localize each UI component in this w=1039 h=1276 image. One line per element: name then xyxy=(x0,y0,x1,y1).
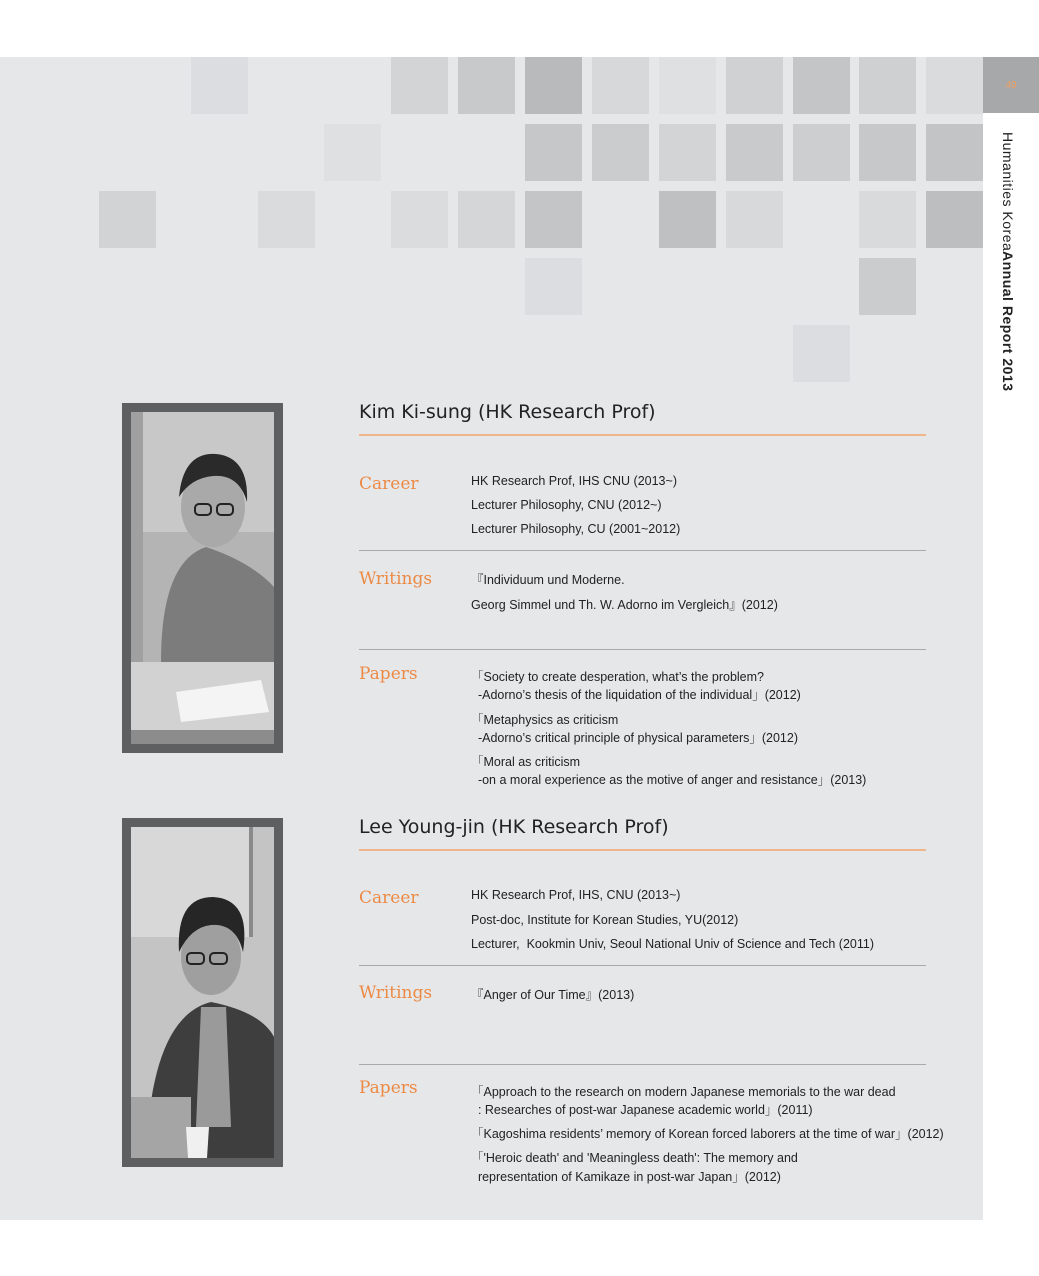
writings-label: Writings xyxy=(359,983,433,1003)
profile-photo-lee xyxy=(131,827,274,1158)
running-title-light: Humanities Korea xyxy=(1000,132,1016,252)
profile-name: Lee Young-jin (HK Research Prof) xyxy=(359,816,669,838)
career-item: Lecturer Philosophy, CU (2001~2012) xyxy=(471,522,681,536)
page-number-tab xyxy=(983,57,1039,113)
name-divider xyxy=(359,434,926,436)
paper-item: -on a moral experience as the motive of anger and resistance」(2013) xyxy=(471,773,867,787)
page-number: 49 xyxy=(1005,79,1017,91)
career-item: Lecturer Philosophy, CNU (2012~) xyxy=(471,498,662,512)
paper-item: : Researches of post-war Japanese academic world」(2011) xyxy=(471,1103,813,1117)
paper-item: 「Moral as criticism xyxy=(471,755,581,769)
career-item: Lecturer, Kookmin Univ, Seoul National Univ of Science and Tech (2011) xyxy=(471,937,874,951)
papers-label: Papers xyxy=(359,1078,418,1098)
paper-item: 「Society to create desperation, what’s the problem? xyxy=(471,670,764,684)
profile-name: Kim Ki-sung (HK Research Prof) xyxy=(359,401,656,423)
career-item: Post-doc, Institute for Korean Studies, YU(2012) xyxy=(471,913,739,927)
writing-item: 『Individuum und Moderne. xyxy=(471,573,625,587)
writing-item: 『Anger of Our Time』(2013) xyxy=(471,988,635,1002)
career-item: HK Research Prof, IHS, CNU (2013~) xyxy=(471,888,681,902)
writings-label: Writings xyxy=(359,569,433,589)
career-label: Career xyxy=(359,474,419,494)
career-label: Career xyxy=(359,888,419,908)
profile-photo-frame xyxy=(122,403,283,753)
paper-item: -Adorno’s thesis of the liquidation of the individual」(2012) xyxy=(471,688,801,702)
profile-photo-frame xyxy=(122,818,283,1167)
section-divider xyxy=(359,550,926,551)
paper-item: 「Approach to the research on modern Japanese memorials to the war dead xyxy=(471,1085,896,1099)
paper-item: 「'Heroic death' and 'Meaningless death': The memory and xyxy=(471,1151,798,1165)
writing-item: Georg Simmel und Th. W. Adorno im Vergleich』(2012) xyxy=(471,598,778,612)
paper-item: 「Kagoshima residents’ memory of Korean forced laborers at the time of war」(2012) xyxy=(471,1127,944,1141)
running-title-bold: Annual Report 2013 xyxy=(1000,251,1016,392)
career-item: HK Research Prof, IHS CNU (2013~) xyxy=(471,474,677,488)
section-divider xyxy=(359,965,926,966)
papers-label: Papers xyxy=(359,664,418,684)
paper-item: representation of Kamikaze in post-war Japan」(2012) xyxy=(471,1170,781,1184)
section-divider xyxy=(359,649,926,650)
running-title xyxy=(1000,132,1016,392)
name-divider xyxy=(359,849,926,851)
section-divider xyxy=(359,1064,926,1065)
paper-item: 「Metaphysics as criticism xyxy=(471,713,619,727)
profile-photo-kim xyxy=(131,412,274,744)
paper-item: -Adorno’s critical principle of physical parameters」(2012) xyxy=(471,731,798,745)
